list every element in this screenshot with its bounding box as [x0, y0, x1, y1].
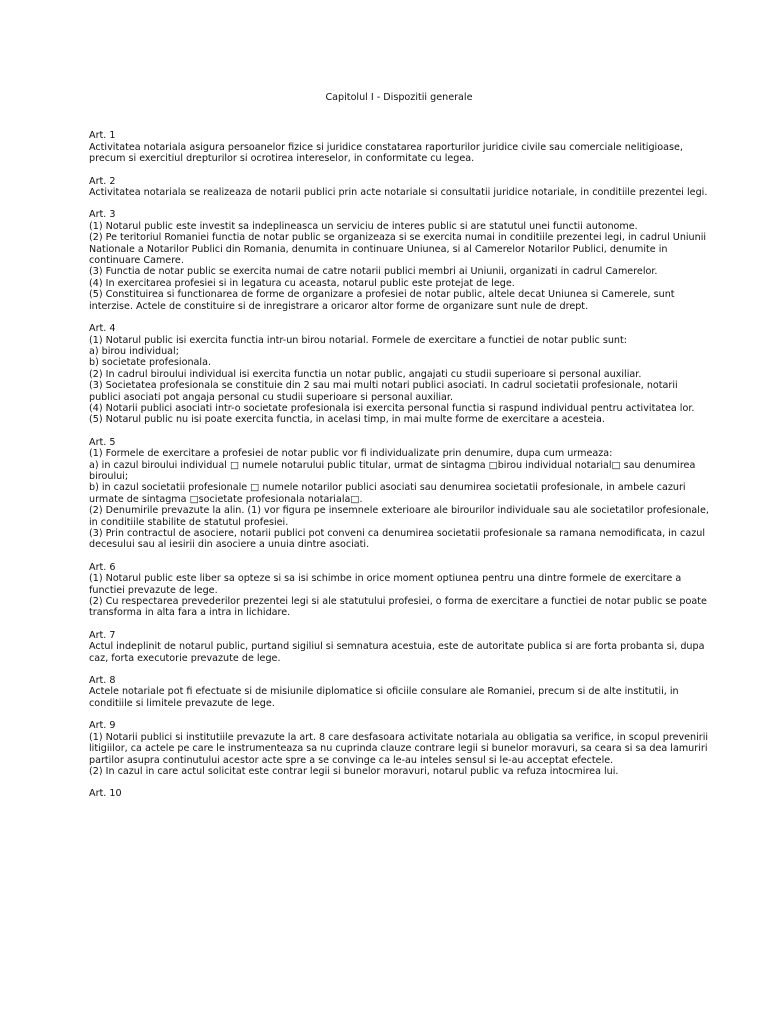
- article-block: [89, 323, 709, 426]
- article-heading: Art. 2: [89, 175, 116, 187]
- article-block: [89, 630, 709, 664]
- article-block: [89, 788, 709, 799]
- article-heading: Art. 4: [89, 323, 116, 335]
- article-paragraph: (2) In cadrul biroului individual isi exercita functia un notar public, angajati cu studii superioare si personal auxiliar.: [89, 368, 642, 380]
- article-heading: Art. 5: [89, 436, 116, 448]
- article-paragraph: (1) Formele de exercitare a profesiei de notar public vor fi individualizate prin denumire, dupa cum urmeaza:: [89, 448, 613, 460]
- article-paragraph: Actul indeplinit de notarul public, purtand sigiliul si semnatura acestuia, este de autoritate publica si are forta probanta si, dupa caz, forta executorie prevazute de lege.: [89, 641, 705, 664]
- article-block: [89, 176, 709, 199]
- article-paragraph: (1) Notarul public isi exercita functia intr-un birou notarial. Formele de exercitare a functiei de notar public sunt:: [89, 334, 627, 346]
- article-block: [89, 437, 709, 551]
- article-heading: Art. 3: [89, 209, 116, 221]
- article-paragraph: (3) Prin contractul de asociere, notarii publici pot conveni ca denumirea societatii profesionale sa ramana nemodificata, in cazul decesului sau al iesirii din asociere a unuia dintre asociati.: [89, 528, 705, 551]
- document-page: [89, 92, 709, 811]
- article-block: [89, 675, 709, 709]
- article-paragraph: (3) Functia de notar public se exercita numai de catre notarii publici membri ai Uniunii, organizati in cadrul Camerelor.: [89, 266, 658, 278]
- article-heading: Art. 10: [89, 788, 122, 800]
- article-paragraph: (2) In cazul in care actul solicitat este contrar legii si bunelor moravuri, notarul public va refuza intocmirea lui.: [89, 765, 619, 777]
- article-paragraph: (2) Pe teritoriul Romaniei functia de notar public se organizeaza si se exercita numai in conditiile prezentei legi, in cadrul Uniunii Nationale a Notarilor Publici din Romania, denumita in continuare Uniunea, si al Camerelor Notarilor Publici, denumite in continuare Camere.: [89, 232, 707, 267]
- article-paragraph: Activitatea notariala se realizeaza de notarii publici prin acte notariale si consultatii juridice notariale, in conditiile prezentei legi.: [89, 187, 708, 199]
- article-block: [89, 720, 709, 777]
- article-paragraph: b) in cazul societatii profesionale □ numele notarilor publici asociati sau denumirea societatii profesionale, in ambele cazuri urmate de sintagma □societate profesionala notariala□.: [89, 482, 686, 505]
- article-paragraph: (2) Denumirile prevazute la alin. (1) vor figura pe insemnele exterioare ale birourilor individuale sau ale societatilor profesionale, in conditiile stabilite de statutul profesiei.: [89, 505, 709, 528]
- article-paragraph: (1) Notarul public este investit sa indeplineasca un serviciu de interes public si are statutul unei functii autonome.: [89, 220, 638, 232]
- article-paragraph: Activitatea notariala asigura persoanelor fizice si juridice constatarea raporturilor juridice civile sau comerciale nelitigioase, precum si exercitiul drepturilor si ocrotirea intereselor, in conformitate cu legea.: [89, 141, 683, 165]
- article-paragraph: a) in cazul biroului individual □ numele notarului public titular, urmat de sintagma □birou individual notarial□ sau denumirea biroului;: [89, 459, 696, 482]
- article-heading: Art. 8: [89, 675, 116, 687]
- chapter-title: Capitolul I - Dispozitii generale: [325, 92, 473, 103]
- article-heading: Art. 1: [89, 130, 116, 142]
- article-paragraph: (1) Notarul public este liber sa opteze si sa isi schimbe in orice moment optiunea pentru una dintre formele de exercitare a functiei prevazute de lege.: [89, 573, 682, 596]
- article-heading: Art. 6: [89, 561, 116, 573]
- article-block: [89, 562, 709, 619]
- article-list: [89, 130, 709, 799]
- article-paragraph: (4) In exercitarea profesiei si in legatura cu aceasta, notarul public este protejat de lege.: [89, 277, 515, 289]
- article-paragraph: Actele notariale pot fi efectuate si de misiunile diplomatice si oficiile consulare ale Romaniei, precum si de alte institutii, in conditiile si limitele prevazute de lege.: [89, 686, 679, 709]
- article-block: [89, 209, 709, 312]
- article-block: [89, 130, 709, 164]
- article-paragraph: a) birou individual;: [89, 345, 179, 357]
- article-paragraph: (2) Cu respectarea prevederilor prezentei legi si ale statutului profesiei, o forma de exercitare a functiei de notar public se poate transforma in alta fara a intra in lichidare.: [89, 596, 707, 619]
- article-heading: Art. 7: [89, 629, 116, 641]
- article-paragraph: (5) Notarul public nu isi poate exercita functia, in acelasi timp, in mai multe forme de exercitare a acesteia.: [89, 414, 605, 426]
- article-heading: Art. 9: [89, 720, 116, 732]
- article-paragraph: (4) Notarii publici asociati intr-o societate profesionala isi exercita personal functia si raspund individual pentru activitatea lor.: [89, 402, 695, 414]
- article-paragraph: b) societate profesionala.: [89, 357, 212, 369]
- article-paragraph: (1) Notarii publici si institutiile prevazute la art. 8 care desfasoara activitate notariala au obligatia sa verifice, in scopul prevenirii litigiilor, ca actele pe care le instrumenteaza sa nu cuprinda clauze contrare legii si bunelor moravuri, sa ceara si sa dea lamuriri partilor asupra continutului acestor acte spre a se convinge ca le-au inteles sensul si le-au acceptat efectele.: [89, 731, 709, 766]
- article-paragraph: (3) Societatea profesionala se constituie din 2 sau mai multi notari publici asociati. In cadrul societatii profesionale, notarii publici asociati pot angaja personal cu studii superioare si personal auxiliar.: [89, 380, 678, 403]
- article-paragraph: (5) Constituirea si functionarea de forme de organizare a profesiei de notar public, altele decat Uniunea si Camerele, sunt interzise. Actele de constituire si de inregistrare a oricaror altor forme de organizare sunt nule de drept.: [89, 289, 675, 312]
